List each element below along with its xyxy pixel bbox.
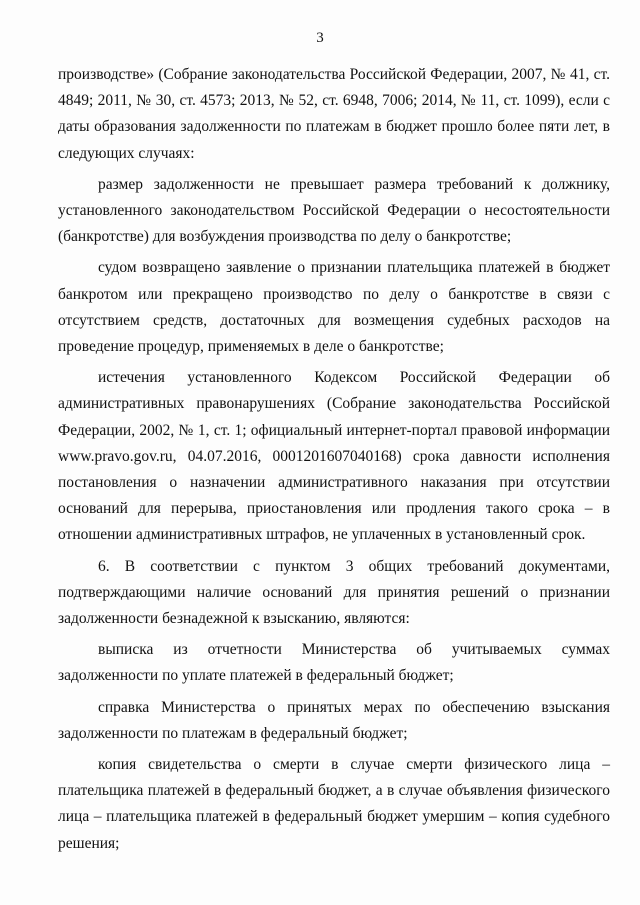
paragraph-item-6: 6. В соответствии с пунктом 3 общих требований документами, подтверждающими наличие оснований для принятия решений о признании задолженности безнадежной к взысканию, являются: (58, 557, 610, 628)
paragraph-doc-death-certificate: копия свидетельства о смерти в случае смерти физического лица – плательщика платежей в федеральный бюджет, а в случае объявления физического лица – плательщика платежей в федеральный бюджет умершим – копия судебного решения; (58, 756, 610, 852)
paragraph-doc-certificate: справка Министерства о принятых мерах по обеспечению взыскания задолженности по платежам в федеральный бюджет; (58, 698, 610, 742)
paragraph-case-debt-size: размер задолженности не превышает размера требований к должнику, установленного законодательством Российской Федерации о несостоятельности (банкротстве) для возбуждения производства по делу о банкротстве; (58, 175, 610, 246)
paragraph-continuation: производстве» (Собрание законодательства Российской Федерации, 2007, № 41, ст. 4849; 2011, № 30, ст. 4573; 2013, № 52, ст. 6948, 7006; 2014, № 11, ст. 1099), если с даты образования задолженности по платежам в бюджет прошло более пяти лет, в следующих случаях: (58, 66, 610, 162)
document-body (58, 62, 610, 862)
page-number: 3 (316, 30, 324, 46)
paragraph-case-court-returned: судом возвращено заявление о признании плательщика платежей в бюджет банкротом или прекращено производство по делу о банкротстве в связи с отсутствием средств, достаточных для возмещения судебных расходов на проведение процедур, применяемых в деле о банкротстве; (58, 259, 610, 356)
paragraph-doc-extract: выписка из отчетности Министерства об учитываемых суммах задолженности по уплате платежей в федеральный бюджет; (58, 641, 610, 685)
paragraph-case-limitation-expired: истечения установленного Кодексом Российской Федерации об административных правонарушениях (Собрание законодательства Российской Федерации, 2002, № 1, ст. 1; официальный интернет-портал правовой информации www.pravo.gov.ru, 04.07.2016, 0001201607040168) срока давности исполнения постановления о назначении административного наказания при отсутствии оснований для перерыва, приостановления или продления такого срока – в отношении административных штрафов, не уплаченных в установленный срок. (58, 369, 610, 544)
